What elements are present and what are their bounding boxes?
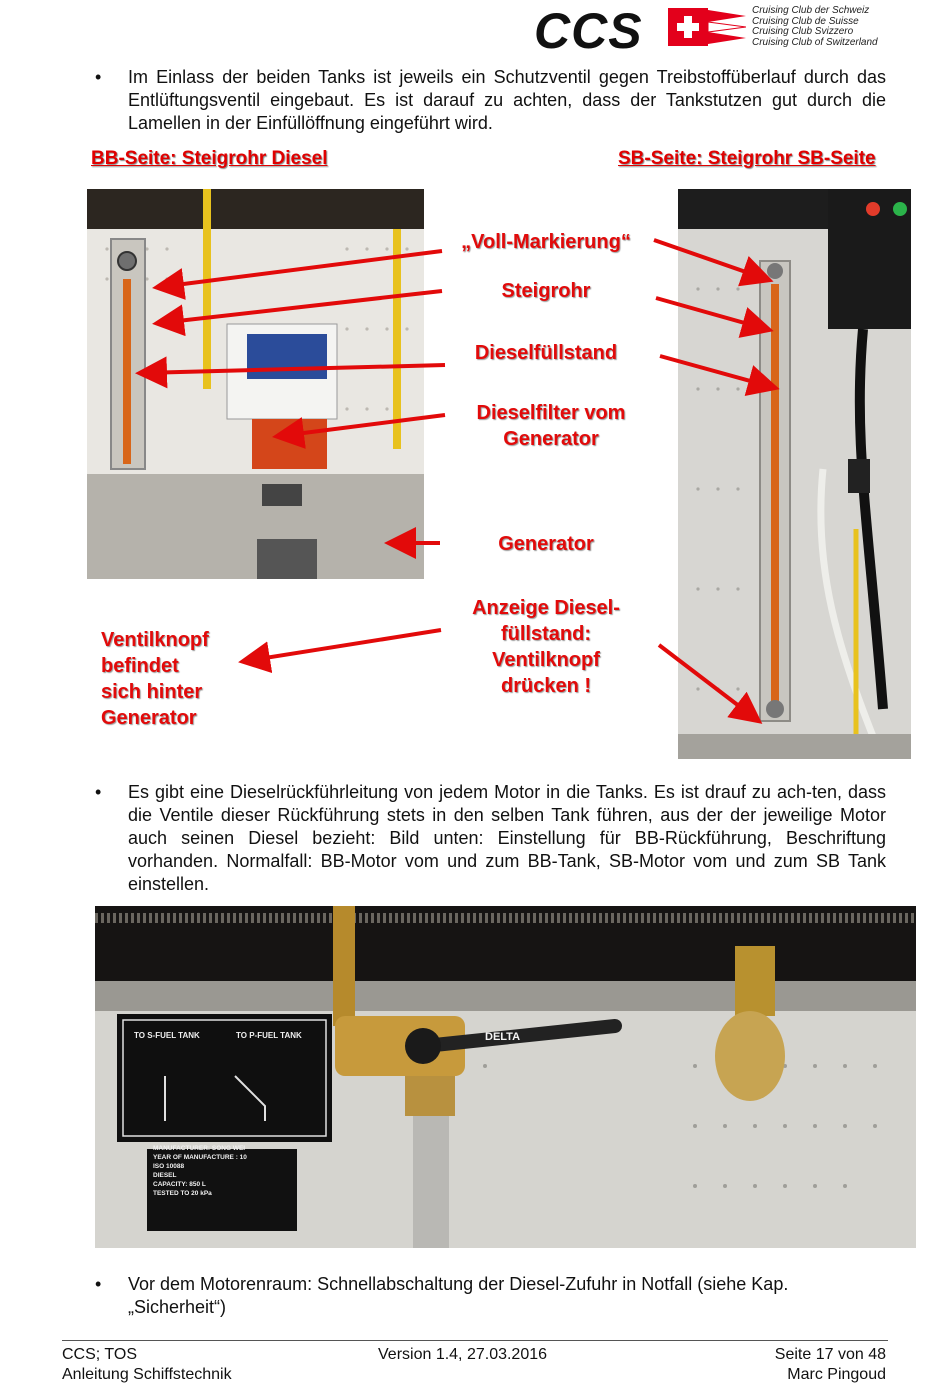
plate-line: MANUFACTURER: SONG WEI xyxy=(153,1145,246,1152)
arrow-anzeige-right xyxy=(659,645,756,719)
callout-anzeige-line: füllstand: xyxy=(501,623,591,645)
club-name-fr: Cruising Club de Suisse xyxy=(752,15,859,27)
bullet-item xyxy=(0,781,950,899)
callout-steigrohr: Steigrohr xyxy=(501,280,591,302)
valve-brand-label: DELTA xyxy=(485,1031,521,1043)
callout-ventilknopf-line: Ventilknopf xyxy=(101,629,209,651)
callout-generator: Generator xyxy=(498,533,594,555)
bullet-text: Vor dem Motorenraum: Schnellabschaltung der Diesel-Zufuhr in Notfall (siehe Kap. „Sicherheit“) xyxy=(128,1274,789,1317)
callout-anzeige-dieselfuellstand xyxy=(446,595,646,699)
callout-ventilknopf-line: befindet xyxy=(101,655,179,677)
footer-author: Marc Pingoud xyxy=(787,1366,886,1383)
footer-divider xyxy=(62,1340,888,1341)
club-name-en: Cruising Club of Switzerland xyxy=(752,36,878,48)
callout-dieselfilter-line: Generator xyxy=(503,428,599,450)
ccs-flag-logo xyxy=(668,8,746,46)
footer-page-number: Seite 17 von 48 xyxy=(774,1346,886,1363)
arrow-fuellstand-left xyxy=(143,365,445,373)
callout-anzeige-line: drücken ! xyxy=(500,675,592,697)
footer-left xyxy=(62,1345,232,1385)
club-name-it: Cruising Club Svizzero xyxy=(752,26,854,37)
arrow-filter-left xyxy=(280,415,445,436)
footer-version: Version 1.4, 27.03.2016 xyxy=(378,1346,548,1363)
club-name-de: Cruising Club der Schweiz xyxy=(752,5,870,16)
plate-line: YEAR OF MANUFACTURE : 10 xyxy=(153,1154,247,1161)
fuel-tank-sign-left: TO S-FUEL TANK xyxy=(134,1031,200,1040)
callout-anzeige-line: Anzeige Diesel- xyxy=(472,597,620,619)
footer-doc-title: Anleitung Schiffstechnik xyxy=(62,1366,232,1383)
callout-ventilknopf xyxy=(101,627,209,731)
callout-ventilknopf-line: Generator xyxy=(101,707,197,729)
callout-dieselfilter-line: Dieselfilter vom xyxy=(476,402,626,424)
fuel-tank-sign-right: TO P-FUEL TANK xyxy=(236,1031,302,1040)
plate-line: TESTED TO 20 kPa xyxy=(153,1190,212,1197)
arrow-steigrohr-left xyxy=(160,291,442,323)
bullet-icon: • xyxy=(95,782,102,802)
arrow-voll-right xyxy=(654,240,766,279)
arrow-voll-left xyxy=(160,251,442,287)
tank-manufacturer-plate xyxy=(153,1144,247,1198)
footer-org: CCS; TOS xyxy=(62,1346,137,1363)
figure-title-right: SB-Seite: Steigrohr SB-Seite xyxy=(618,148,876,169)
ccs-logo: CCS xyxy=(534,3,643,59)
plate-line: ISO 10088 xyxy=(153,1163,185,1170)
club-names xyxy=(752,6,878,48)
bullet-text: Es gibt eine Dieselrückführleitung von jedem Motor in die Tanks. Es ist drauf zu ach-ten, dass die Ventile dieser Rückführung stets in den selben Tank führen, aus der der jeweilige Motor auch seinen Diesel bezieht: Bild unten: Einstellung für BB-Rückführung, Beschriftung vorhanden. Normalfall: BB-Motor vom und zum BB-Tank, SB-Motor vom und zum SB Tank einstellen. xyxy=(128,782,886,894)
bullet-icon: • xyxy=(95,1274,102,1294)
footer-right xyxy=(775,1345,886,1385)
bullet-text: Im Einlass der beiden Tanks ist jeweils ein Schutzventil gegen Treibstoffüberlauf durch das Entlüftungsventil eingebaut. Es ist darauf zu achten, dass der Tankstutzen gut durch die Lamellen in der Einfüllöffnung eingeführt wird. xyxy=(128,67,886,133)
figure-title-left: BB-Seite: Steigrohr Diesel xyxy=(91,148,328,169)
plate-line: DIESEL xyxy=(153,1172,177,1179)
callout-dieselfuellstand: Dieselfüllstand xyxy=(474,342,618,364)
callout-ventilknopf-line: sich hinter xyxy=(101,681,203,703)
bullet-icon: • xyxy=(95,67,102,87)
arrow-fuellstand-right xyxy=(660,356,772,387)
callout-anzeige-line: Ventilknopf xyxy=(492,649,600,671)
bullet-item xyxy=(0,66,950,138)
arrow-ventil-left xyxy=(246,630,441,661)
bullet-item xyxy=(0,1273,950,1321)
plate-line: CAPACITY: 850 L xyxy=(153,1181,206,1188)
callout-dieselfilter xyxy=(446,400,656,452)
arrow-steigrohr-right xyxy=(656,298,766,329)
callout-voll-markierung: „Voll-Markierung“ xyxy=(461,231,631,253)
